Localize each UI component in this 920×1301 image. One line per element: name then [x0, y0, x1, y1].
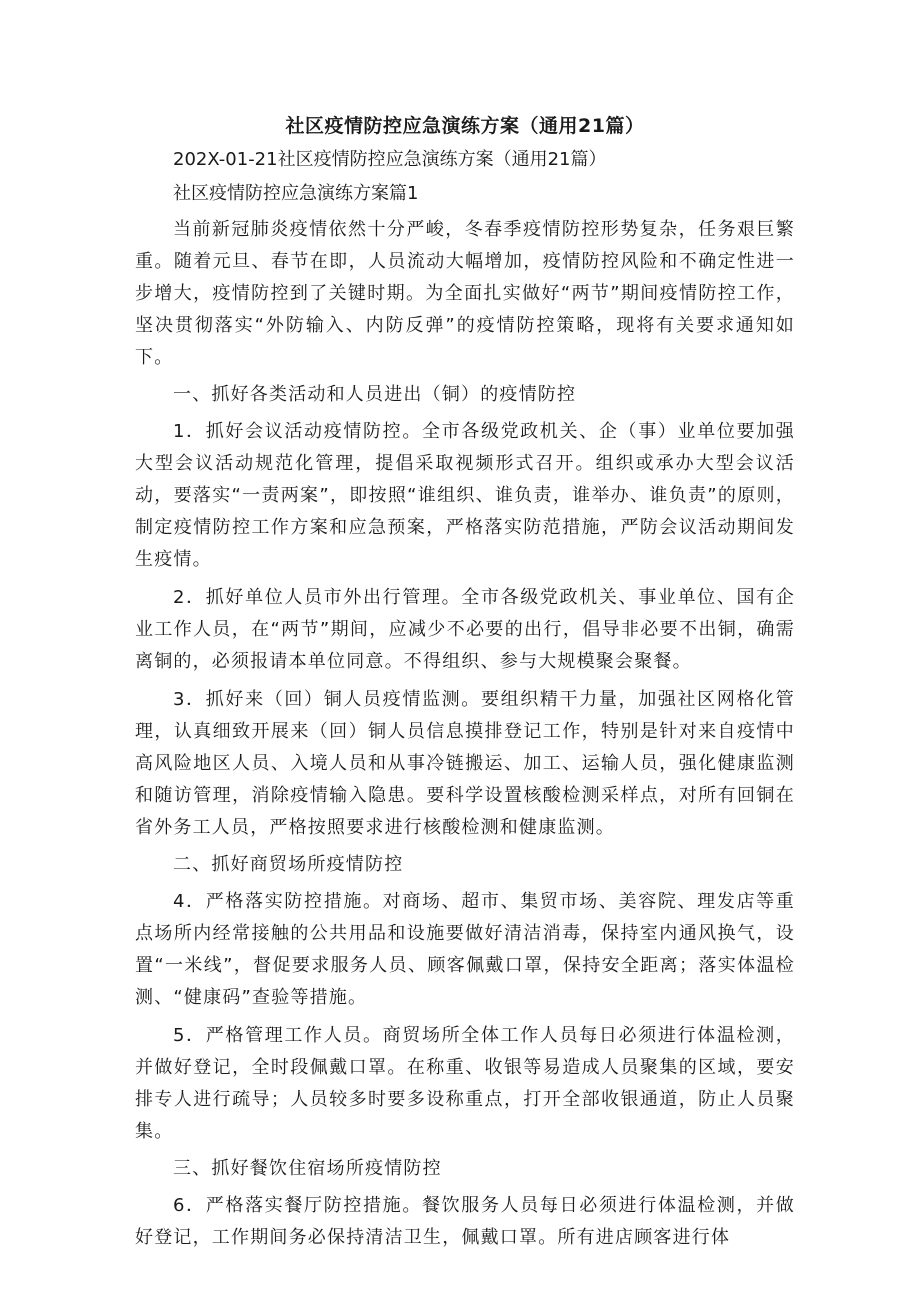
section-heading-1: 一、抓好各类活动和人员进出（铜）的疫情防控	[173, 384, 577, 405]
section-heading-3: 三、抓好餐饮住宿场所疫情防控	[173, 1158, 442, 1179]
document-title: 社区疫情防控应急演练方案（通用21篇）	[285, 115, 645, 137]
document-page	[135, 112, 795, 1260]
document-date-line: 202X-01-21社区疫情防控应急演练方案（通用21篇）	[173, 149, 607, 170]
section-heading-2: 二、抓好商贸场所疫情防控	[173, 854, 404, 875]
paragraph-item-3: 3．抓好来（回）铜人员疫情监测。要组织精干力量，加强社区网格化管理，认真细致开展来（回）铜人员信息摸排登记工作，特别是针对来自疫情中高风险地区人员、入境人员和从事冷链搬运、加工、运输人员，强化健康监测和随访管理，消除疫情输入隐患。要科学设置核酸检测采样点，对所有回铜在省外务工人员，严格按照要求进行核酸检测和健康监测。	[135, 689, 795, 838]
paragraph-item-5: 5．严格管理工作人员。商贸场所全体工作人员每日必须进行体温检测，并做好登记，全时段佩戴口罩。在称重、收银等易造成人员聚集的区域，要安排专人进行疏导；人员较多时要多设称重点，打开全部收银通道，防止人员聚集。	[135, 1025, 795, 1142]
paragraph-item-6: 6．严格落实餐厅防控措施。餐饮服务人员每日必须进行体温检测，并做好登记，工作期间务必保持清洁卫生，佩戴口罩。所有进店顾客进行体	[135, 1195, 795, 1248]
paragraph-intro: 当前新冠肺炎疫情依然十分严峻，冬春季疫情防控形势复杂，任务艰巨繁重。随着元旦、春节在即，人员流动大幅增加，疫情防控风险和不确定性进一步增大，疫情防控到了关键时期。为全面扎实做好“两节”期间疫情防控工作，坚决贯彻落实“外防输入、内防反弹”的疫情防控策略，现将有关要求通知如下。	[135, 219, 795, 368]
paragraph-item-2: 2．抓好单位人员市外出行管理。全市各级党政机关、事业单位、国有企业工作人员，在“两节”期间，应减少不必要的出行，倡导非必要不出铜，确需离铜的，必须报请本单位同意。不得组织、参与大规模聚会聚餐。	[135, 587, 795, 672]
paragraph-item-1: 1．抓好会议活动疫情防控。全市各级党政机关、企（事）业单位要加强大型会议活动规范化管理，提倡采取视频形式召开。组织或承办大型会议活动，要落实“一责两案”，即按照“谁组织、谁负责，谁举办、谁负责”的原则，制定疫情防控工作方案和应急预案，严格落实防范措施，严防会议活动期间发生疫情。	[135, 421, 795, 570]
paragraph-item-4: 4．严格落实防控措施。对商场、超市、集贸市场、美容院、理发店等重点场所内经常接触的公共用品和设施要做好清洁消毒，保持室内通风换气，设置“一米线”，督促要求服务人员、顾客佩戴口罩，保持安全距离；落实体温检测、“健康码”查验等措施。	[135, 891, 795, 1008]
document-subtitle: 社区疫情防控应急演练方案篇1	[173, 183, 419, 204]
